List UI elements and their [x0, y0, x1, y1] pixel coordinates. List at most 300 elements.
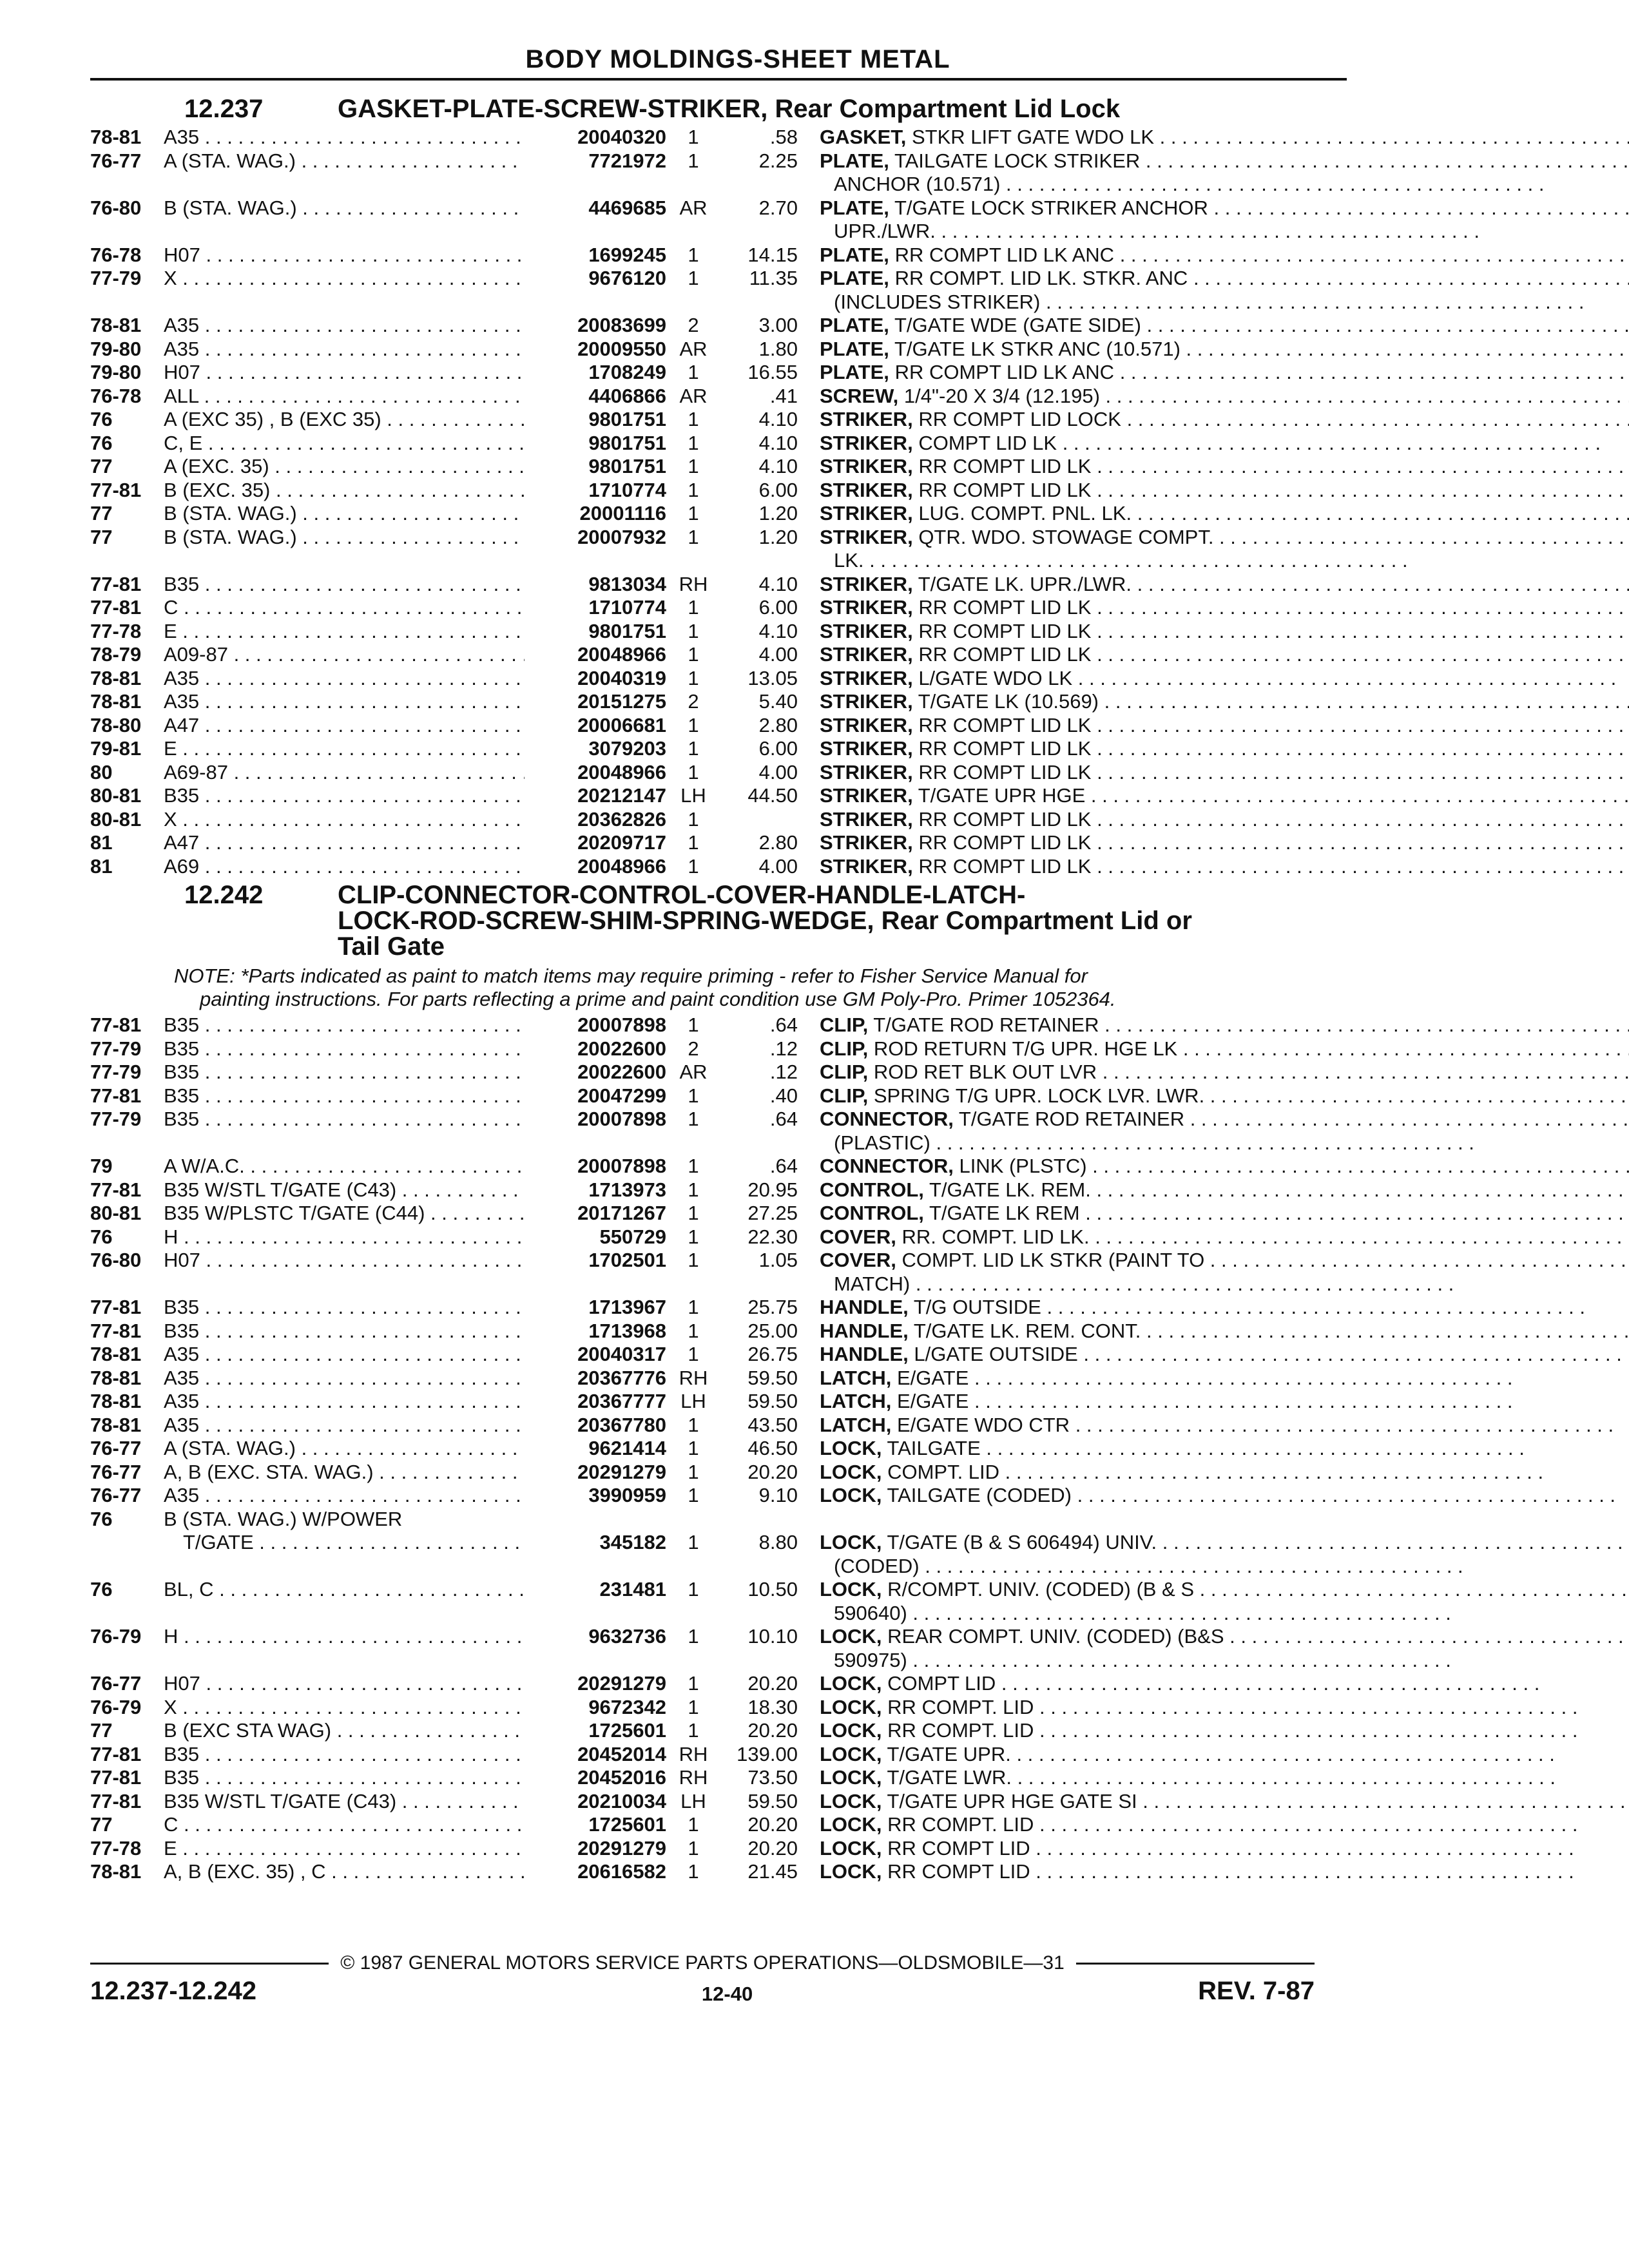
part-description — [798, 1766, 1556, 1790]
section-title — [338, 882, 1347, 959]
description-line — [820, 1837, 1574, 1861]
part-description — [798, 1484, 1615, 1508]
year-range: 77-81 — [90, 478, 142, 501]
footer-rule-right — [1076, 1963, 1315, 1965]
quantity: AR — [679, 196, 708, 219]
quantity: 1 — [688, 1860, 699, 1883]
parts-row — [90, 1108, 1347, 1155]
description-line — [820, 1766, 1556, 1790]
parts-row — [90, 1014, 1347, 1037]
part-description — [798, 620, 1629, 644]
quantity: 1 — [688, 1108, 699, 1130]
part-name: CONTROL, — [820, 1202, 924, 1224]
parts-row — [90, 831, 1347, 855]
quantity: 2 — [688, 690, 699, 713]
year-range: 76-78 — [90, 384, 142, 407]
description-text: RR COMPT LID LK — [918, 478, 1092, 501]
part-name: CONTROL, — [820, 1178, 924, 1201]
year-range: 76 — [90, 1578, 113, 1600]
part-description — [798, 479, 1629, 503]
description-line — [820, 1131, 1629, 1155]
price: 6.00 — [758, 737, 798, 760]
description-text: RR COMPT. LID LK. STKR. ANC — [894, 267, 1188, 289]
part-description — [798, 808, 1629, 832]
parts-row — [90, 1719, 1347, 1743]
description-text: T/GATE LK. REM. CONT. — [913, 1319, 1141, 1342]
description-line — [820, 197, 1629, 220]
model-code: X . . . — [164, 808, 525, 832]
year-range: 79-80 — [90, 337, 142, 360]
description-line — [820, 1014, 1629, 1037]
model-cell — [164, 1837, 525, 1861]
part-description — [798, 1084, 1629, 1108]
model-code: C, E . . . — [164, 432, 525, 456]
part-description — [798, 361, 1629, 385]
model-code: B35 . . . — [164, 1743, 525, 1767]
part-description — [798, 831, 1629, 855]
description-line — [820, 338, 1629, 361]
price: 13.05 — [747, 666, 798, 689]
part-description — [798, 761, 1629, 785]
part-description — [798, 1367, 1512, 1390]
description-line — [820, 385, 1629, 408]
price: 20.20 — [747, 1460, 798, 1483]
description-line — [820, 1696, 1577, 1720]
description-text: REAR COMPT. UNIV. (CODED) (B&S — [887, 1625, 1224, 1648]
part-number: 20007898 — [577, 1014, 666, 1036]
description-line — [820, 667, 1616, 691]
part-description — [798, 690, 1629, 714]
parts-row — [90, 1578, 1347, 1625]
description-line — [820, 479, 1629, 503]
model-code: B35 W/STL T/GATE (C43) . . . — [164, 1790, 525, 1814]
description-line — [820, 1367, 1512, 1390]
description-text: RR. COMPT. LID LK. — [901, 1225, 1090, 1248]
model-cell — [164, 1625, 525, 1649]
note-line: NOTE: *Parts indicated as paint to match items may require priming - refer to Fisher Service Manual for — [174, 965, 1088, 987]
quantity: 1 — [688, 713, 699, 736]
model-code: X . . . — [164, 1696, 525, 1720]
description-line — [820, 1813, 1577, 1837]
part-description — [798, 643, 1629, 667]
quantity: AR — [679, 384, 708, 407]
description-line — [820, 620, 1629, 644]
price: 4.10 — [758, 619, 798, 642]
year-range: 76-77 — [90, 1460, 142, 1483]
model-code: BL, C . . . — [164, 1578, 525, 1602]
description-text: 590975) — [834, 1648, 907, 1671]
model-cell — [164, 149, 525, 173]
model-cell — [164, 1461, 525, 1485]
description-text: T/GATE (B & S 606494) UNIV. — [887, 1531, 1157, 1553]
description-text: T/GATE UPR. — [887, 1742, 1011, 1765]
quantity: 1 — [688, 431, 699, 454]
price: 4.10 — [758, 408, 798, 430]
price: 1.20 — [758, 525, 798, 548]
parts-row — [90, 761, 1347, 785]
parts-row — [90, 1484, 1347, 1508]
part-description — [798, 667, 1616, 691]
price: .40 — [769, 1084, 798, 1107]
model-code: B35 . . . — [164, 1061, 525, 1084]
price: .41 — [769, 384, 798, 407]
description-text: RR COMPT LID LK ANC — [894, 361, 1115, 383]
part-name: STRIKER, — [820, 502, 913, 524]
parts-row — [90, 1696, 1347, 1720]
quantity: RH — [679, 572, 708, 595]
part-number: 20007932 — [577, 525, 666, 548]
description-text: UPR./LWR. — [834, 220, 936, 242]
parts-row — [90, 1813, 1347, 1837]
price: 139.00 — [737, 1742, 798, 1765]
quantity: RH — [679, 1366, 708, 1389]
parts-row — [90, 1296, 1347, 1320]
description-text: LUG. COMPT. PNL. LK. — [918, 502, 1132, 524]
part-name: STRIKER, — [820, 737, 913, 760]
model-code: B (STA. WAG.) W/POWER — [164, 1507, 403, 1530]
year-range: 77-81 — [90, 1789, 142, 1812]
year-range: 76-77 — [90, 1484, 142, 1506]
description-text: COMPT. LID LK STKR (PAINT TO — [901, 1249, 1205, 1271]
description-text: (INCLUDES STRIKER) — [834, 290, 1041, 313]
description-text: T/GATE LWR. — [887, 1766, 1012, 1789]
part-number: 20210034 — [577, 1789, 666, 1812]
model-code: B35 . . . — [164, 1084, 525, 1108]
part-description — [798, 1578, 1629, 1625]
quantity: LH — [680, 784, 706, 807]
parts-row — [90, 1155, 1347, 1178]
description-text: RR COMPT LID LK — [918, 831, 1092, 854]
quantity: RH — [679, 1766, 708, 1789]
model-code: A35 . . . — [164, 1343, 525, 1367]
model-cell — [164, 197, 525, 220]
price: 73.50 — [747, 1766, 798, 1789]
part-number: 20452014 — [577, 1742, 666, 1765]
parts-row — [90, 526, 1347, 573]
part-description — [798, 385, 1629, 408]
parts-row — [90, 1390, 1347, 1414]
part-name: LATCH, — [820, 1390, 892, 1412]
quantity: 1 — [688, 596, 699, 619]
description-line — [820, 1273, 1629, 1296]
description-line — [820, 737, 1629, 761]
model-cell — [164, 1437, 525, 1461]
year-range: 77-79 — [90, 1061, 142, 1083]
description-text: TAILGATE LOCK STRIKER — [894, 149, 1141, 172]
description-text: RR COMPT. LID — [887, 1719, 1034, 1742]
year-range: 81 — [90, 854, 113, 878]
parts-row — [90, 1202, 1347, 1225]
year-range: 77-81 — [90, 596, 142, 619]
description-text: E/GATE WDO CTR — [896, 1413, 1070, 1436]
year-range: 77-81 — [90, 1742, 142, 1765]
quantity: 1 — [688, 1625, 699, 1648]
model-cell — [164, 1249, 525, 1273]
parts-row — [90, 808, 1347, 832]
model-cell — [164, 361, 525, 385]
description-line — [820, 1602, 1629, 1626]
part-number: 4406866 — [588, 384, 666, 407]
price: 44.50 — [747, 784, 798, 807]
description-text: T/GATE LK. REM. — [929, 1178, 1091, 1201]
description-line — [820, 244, 1629, 267]
description-line — [820, 314, 1629, 338]
part-name: LOCK, — [820, 1813, 882, 1836]
price: 1.05 — [758, 1249, 798, 1271]
description-line — [820, 1202, 1624, 1225]
footer-copyright-row — [90, 1952, 1315, 1974]
part-name: COVER, — [820, 1249, 896, 1271]
quantity: 1 — [688, 1813, 699, 1836]
year-range: 77 — [90, 525, 113, 548]
description-text: RR COMPT LID LK — [918, 643, 1092, 666]
parts-row — [90, 596, 1347, 620]
model-cell — [164, 338, 525, 361]
part-description — [798, 1461, 1543, 1485]
quantity: 1 — [688, 1437, 699, 1459]
part-name: STRIKER, — [820, 643, 913, 666]
model-cell — [164, 1296, 525, 1320]
description-line — [820, 1578, 1629, 1602]
description-line — [820, 1296, 1585, 1320]
description-text: SPRING T/G UPR. LOCK LVR. LWR. — [873, 1084, 1205, 1107]
price: 2.70 — [758, 196, 798, 219]
description-text: ANCHOR (10.571) — [834, 173, 1001, 195]
part-name: HANDLE, — [820, 1319, 909, 1342]
year-range: 78-80 — [90, 713, 142, 736]
part-number: 1710774 — [588, 478, 666, 501]
description-line — [820, 1790, 1629, 1814]
model-code: E . . . — [164, 737, 525, 761]
part-description — [798, 1249, 1629, 1296]
model-code: B35 W/STL T/GATE (C43) . . . — [164, 1178, 525, 1202]
part-number: 20040320 — [577, 126, 666, 148]
part-name: STRIKER, — [820, 596, 913, 619]
part-number: 20048966 — [577, 854, 666, 878]
parts-row — [90, 1084, 1347, 1108]
year-range: 77-81 — [90, 1084, 142, 1107]
price: 6.00 — [758, 478, 798, 501]
section-heading — [90, 882, 1347, 959]
description-text: RR COMPT LID LK — [918, 713, 1092, 736]
parts-row — [90, 1437, 1347, 1461]
model-cell — [164, 1178, 525, 1202]
price: 2.25 — [758, 149, 798, 172]
model-cell — [164, 1108, 525, 1131]
model-code: A (STA. WAG.) . . . — [164, 1437, 525, 1461]
quantity: 1 — [688, 619, 699, 642]
quantity: 1 — [688, 1202, 699, 1224]
quantity: 1 — [688, 1249, 699, 1271]
model-code: H . . . — [164, 1225, 525, 1249]
description-line — [820, 831, 1629, 855]
part-number: 20362826 — [577, 807, 666, 831]
part-number: 20151275 — [577, 690, 666, 713]
part-name: GASKET, — [820, 126, 907, 148]
footer-revision: REV. 7-87 — [1198, 1977, 1315, 2005]
price: 1.20 — [758, 502, 798, 524]
part-description — [798, 314, 1629, 338]
description-line — [820, 267, 1629, 291]
year-range: 77-79 — [90, 1037, 142, 1060]
part-number: 20171267 — [577, 1202, 666, 1224]
description-text: TAILGATE (CODED) — [887, 1484, 1072, 1506]
part-name: CONNECTOR, — [820, 1155, 954, 1177]
model-code: B35 . . . — [164, 784, 525, 808]
model-code: A47 . . . — [164, 714, 525, 738]
description-line — [820, 408, 1629, 432]
part-name: LOCK, — [820, 1766, 882, 1789]
year-range: 78-81 — [90, 1343, 142, 1365]
model-code: A69 . . . — [164, 855, 525, 879]
part-name: CLIP, — [820, 1061, 869, 1083]
part-name: LOCK, — [820, 1836, 882, 1860]
part-number: 20048966 — [577, 760, 666, 783]
price: 20.20 — [747, 1672, 798, 1695]
description-text: T/GATE LK REM — [929, 1202, 1080, 1224]
part-description — [798, 408, 1629, 432]
model-code: A35 . . . — [164, 126, 525, 149]
model-code: C . . . — [164, 1813, 525, 1837]
price: 2.80 — [758, 713, 798, 736]
parts-row — [90, 573, 1347, 597]
year-range: 80 — [90, 760, 113, 783]
description-line — [820, 1249, 1629, 1273]
description-line — [820, 1343, 1622, 1367]
parts-row — [90, 455, 1347, 479]
part-description — [798, 455, 1629, 479]
year-range: 77-78 — [90, 1836, 142, 1860]
year-range: 77-81 — [90, 1178, 142, 1201]
model-code: H07 . . . — [164, 244, 525, 267]
model-cell — [164, 385, 525, 408]
price: 4.00 — [758, 643, 798, 666]
part-number: 20367776 — [577, 1366, 666, 1389]
part-description — [798, 1696, 1577, 1720]
part-description — [798, 855, 1629, 879]
model-cell — [164, 1320, 525, 1343]
model-code: A (STA. WAG.) . . . — [164, 149, 525, 173]
part-name: STRIKER, — [820, 784, 913, 807]
description-text: L/GATE OUTSIDE — [914, 1343, 1078, 1365]
year-range: 78-79 — [90, 643, 142, 666]
price: 25.00 — [747, 1319, 798, 1342]
description-text: RR COMPT LID LK — [918, 807, 1092, 831]
parts-row — [90, 361, 1347, 385]
part-number: 20007898 — [577, 1155, 666, 1177]
part-description — [798, 1790, 1629, 1814]
description-line — [820, 596, 1629, 620]
model-cell — [164, 808, 525, 832]
parts-row — [90, 267, 1347, 314]
part-name: LOCK, — [820, 1625, 882, 1648]
year-range: 76-78 — [90, 243, 142, 266]
description-line — [820, 549, 1629, 573]
price: 20.20 — [747, 1813, 798, 1836]
price: 11.35 — [749, 267, 798, 289]
model-cell — [164, 126, 525, 149]
description-line — [820, 1649, 1629, 1673]
model-cell — [164, 432, 525, 456]
model-cell — [164, 761, 525, 785]
part-number: 20367780 — [577, 1413, 666, 1436]
part-description — [798, 1061, 1629, 1084]
model-cell — [164, 314, 525, 338]
section-title-line: LOCK-ROD-SCREW-SHIM-SPRING-WEDGE, Rear Compartment Lid or — [338, 907, 1192, 935]
footer-rule-left — [90, 1963, 329, 1965]
parts-row — [90, 1508, 1347, 1579]
price: .12 — [769, 1037, 798, 1060]
description-line — [820, 784, 1629, 808]
price: .64 — [769, 1108, 798, 1130]
section-title-line: CLIP-CONNECTOR-CONTROL-COVER-HANDLE-LATCH- — [338, 881, 1026, 909]
part-number: 20291279 — [577, 1460, 666, 1483]
model-code: B35 . . . — [164, 1014, 525, 1037]
quantity: 1 — [688, 807, 699, 831]
price: 27.25 — [747, 1202, 798, 1224]
model-code: A (EXC 35) , B (EXC 35) . . . — [164, 408, 525, 432]
part-name: CONNECTOR, — [820, 1108, 954, 1130]
model-cell — [164, 784, 525, 808]
part-number: 1713967 — [588, 1296, 666, 1318]
part-name: STRIKER, — [820, 619, 913, 642]
description-line — [820, 526, 1629, 550]
quantity: 1 — [688, 1319, 699, 1342]
model-code: A35 . . . — [164, 1367, 525, 1390]
description-line — [820, 173, 1629, 197]
part-description — [798, 1037, 1629, 1061]
part-description — [798, 596, 1629, 620]
part-number: 9801751 — [588, 408, 666, 430]
part-name: CLIP, — [820, 1037, 869, 1060]
part-description — [798, 1672, 1539, 1696]
parts-row — [90, 408, 1347, 432]
model-code: A35 . . . — [164, 1414, 525, 1437]
year-range: 79-80 — [90, 361, 142, 383]
description-text: (PLASTIC) — [834, 1131, 930, 1154]
part-name: STRIKER, — [820, 807, 913, 831]
year-range: 77-78 — [90, 619, 142, 642]
year-range: 78-81 — [90, 126, 142, 148]
model-code: A35 . . . — [164, 1390, 525, 1414]
parts-row — [90, 197, 1347, 244]
description-line — [820, 808, 1629, 832]
model-code-cont: T/GATE . . . — [164, 1531, 525, 1555]
part-number: 345182 — [599, 1531, 666, 1553]
quantity: 1 — [688, 1413, 699, 1436]
parts-row — [90, 1625, 1347, 1672]
part-name: LOCK, — [820, 1789, 882, 1812]
description-text: T/GATE ROD RETAINER — [958, 1108, 1185, 1130]
part-number: 20291279 — [577, 1836, 666, 1860]
part-number: 20040319 — [577, 666, 666, 689]
part-name: PLATE, — [820, 267, 889, 289]
part-number: 7721972 — [588, 149, 666, 172]
parts-row — [90, 667, 1347, 691]
part-description — [798, 1625, 1629, 1672]
year-range: 77 — [90, 455, 113, 477]
description-line — [820, 1061, 1629, 1084]
part-description — [798, 1343, 1622, 1367]
description-text: T/GATE UPR HGE — [918, 784, 1086, 807]
part-number: 1699245 — [588, 243, 666, 266]
part-description — [798, 1860, 1574, 1884]
model-code: X . . . — [164, 267, 525, 291]
description-line — [820, 1625, 1629, 1649]
parts-row — [90, 1343, 1347, 1367]
part-name: LOCK, — [820, 1437, 882, 1459]
part-number: 20006681 — [577, 713, 666, 736]
